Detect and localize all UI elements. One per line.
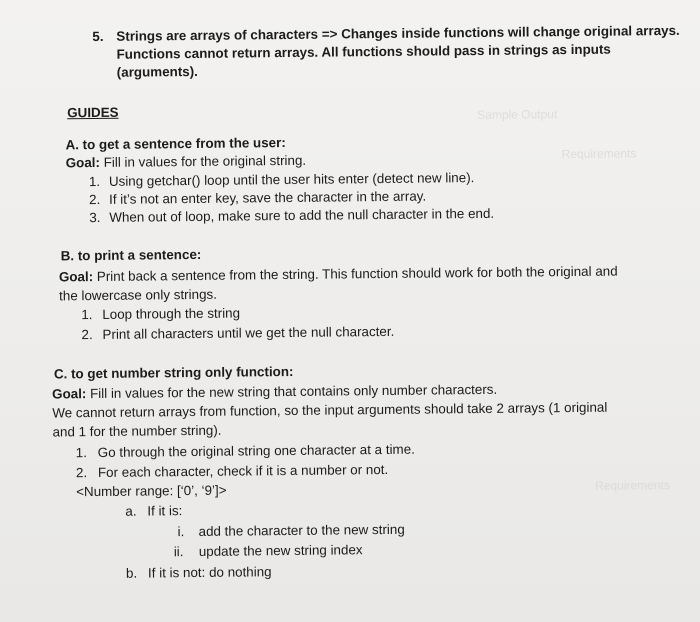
number-range: <Number range: [‘0’, ‘9’]> <box>76 482 227 500</box>
item5-line3: (arguments). <box>116 63 198 80</box>
section-a-step: If it’s not an enter key, save the character in the array. <box>109 188 427 207</box>
substep-b: If it is not: do nothing <box>147 564 272 581</box>
step-number: 1. <box>88 173 101 190</box>
substep-number: a. <box>125 503 137 519</box>
section-b-step: Print all characters until we get the null character. <box>102 323 395 342</box>
section-c-step: For each character, check if it is a number or not. <box>97 461 389 480</box>
guides-heading: GUIDES <box>67 104 119 121</box>
section-c-goal <box>52 382 497 403</box>
section-a-step: Using getchar() loop until the user hits enter (detect new line). <box>108 170 475 189</box>
step-number: 1. <box>81 307 93 323</box>
section-a-goal <box>66 153 307 172</box>
section-c-line4: and 1 for the number string). <box>52 422 222 440</box>
step-number: 2. <box>75 465 88 481</box>
section-b-goal-cont: the lowercase only strings. <box>59 286 217 304</box>
item5-number: 5. <box>92 28 104 45</box>
substep-i: add the character to the new string <box>198 521 405 539</box>
step-number: 1. <box>75 445 87 461</box>
step-number: 2. <box>81 327 93 343</box>
goal-label: Goal: <box>65 154 101 171</box>
goal-label: Goal: <box>52 386 87 402</box>
bleed-through-text: Sample Output <box>477 107 558 123</box>
step-number: 3. <box>89 209 101 226</box>
section-b-step: Loop through the string <box>102 305 241 322</box>
section-b-goal <box>59 264 618 286</box>
item5-line2: Functions cannot return arrays. All functions should pass in strings as inputs <box>116 41 611 62</box>
bleed-through-text: Requirements <box>561 146 637 162</box>
section-a-title: A. to get a sentence from the user: <box>65 135 286 153</box>
goal-text: Print back a sentence from the string. This function should work for both the original and <box>93 263 618 285</box>
step-number: 2. <box>89 191 101 208</box>
section-c-line3: We cannot return arrays from function, so the input arguments should take 2 arrays (1 original <box>52 399 608 421</box>
goal-text: Fill in values for the original string. <box>99 152 307 170</box>
substep-number: ii. <box>173 544 184 560</box>
section-b-title: B. to print a sentence: <box>60 246 202 264</box>
substep-a: If it is: <box>147 503 183 519</box>
goal-label: Goal: <box>58 269 94 285</box>
substep-number: i. <box>177 524 185 540</box>
section-c-step: Go through the original string one character at a time. <box>97 441 415 461</box>
substep-number: b. <box>125 565 138 581</box>
goal-text: Fill in values for the new string that contains only number characters. <box>86 381 498 402</box>
section-a-step: When out of loop, make sure to add the null character in the end. <box>109 205 495 225</box>
section-c-title: C. to get number string only function: <box>53 363 294 382</box>
item5-line1: Strings are arrays of characters => Changes inside functions will change original arrays. <box>116 22 680 44</box>
bleed-through-text: Requirements <box>595 478 670 493</box>
substep-ii: update the new string index <box>198 542 363 559</box>
